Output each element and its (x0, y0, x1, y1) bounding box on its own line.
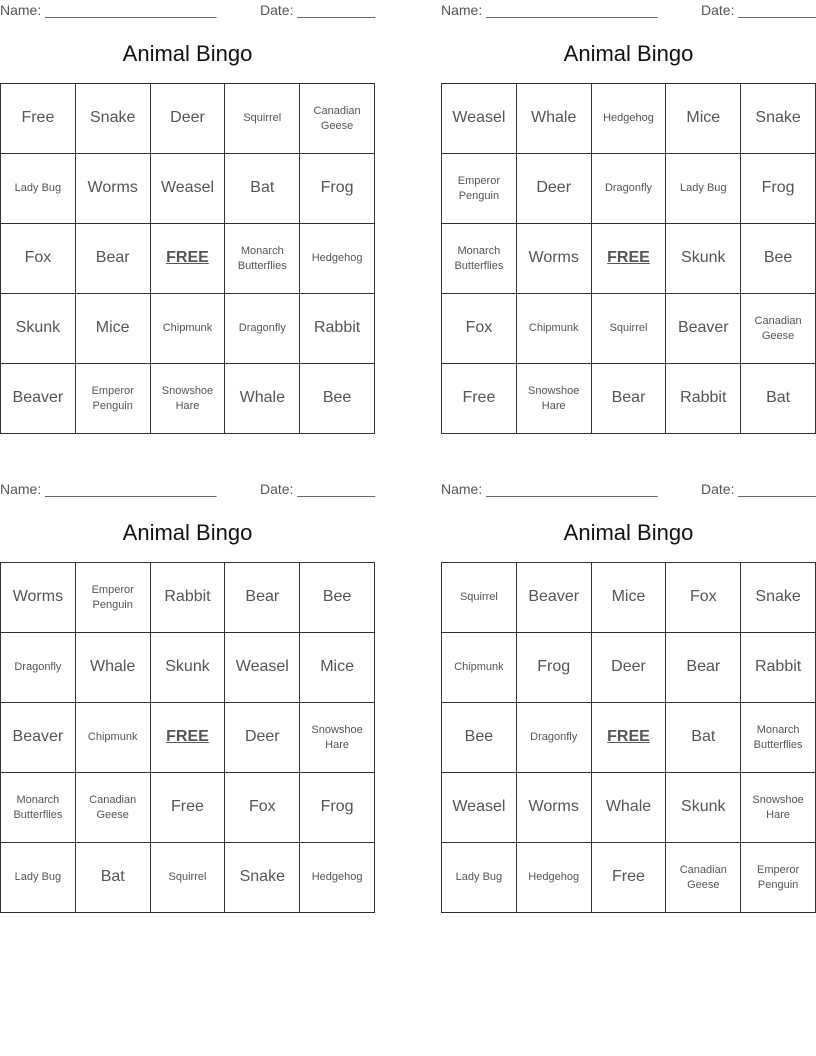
bingo-cell[interactable] (151, 773, 226, 843)
cell-label: Beaver (677, 319, 729, 337)
bingo-cell[interactable] (300, 224, 375, 294)
bingo-cell[interactable] (517, 154, 592, 224)
cell-label: Rabbit (164, 588, 211, 606)
bingo-cell[interactable] (592, 84, 667, 154)
free-space-cell[interactable] (592, 224, 667, 294)
card-title: Animal Bingo (122, 41, 253, 66)
bingo-cell[interactable] (741, 364, 816, 434)
cell-label: Squirrel (243, 112, 282, 125)
bingo-cell[interactable] (1, 773, 76, 843)
cell-label: Emperor Penguin (757, 864, 800, 891)
cell-label: Frog (320, 798, 354, 816)
bingo-cell[interactable] (1, 703, 76, 773)
cell-label: FREE (607, 249, 650, 267)
bingo-cell[interactable] (741, 633, 816, 703)
card-title: Animal Bingo (563, 520, 694, 545)
bingo-cell[interactable] (517, 364, 592, 434)
cell-label: Skunk (15, 319, 61, 337)
cell-label: Bee (763, 249, 793, 267)
bingo-cell[interactable] (1, 633, 76, 703)
cell-label: Monarch Butterflies (13, 794, 63, 821)
bingo-cell[interactable] (666, 364, 741, 434)
bingo-cell[interactable] (592, 154, 667, 224)
bingo-cell[interactable] (300, 633, 375, 703)
cell-label: Deer (244, 728, 280, 746)
bingo-cell[interactable] (517, 84, 592, 154)
cell-label: Chipmunk (528, 322, 579, 335)
cell-label: Canadian Geese (313, 105, 361, 132)
bingo-cell[interactable] (76, 563, 151, 633)
bingo-cell[interactable] (300, 84, 375, 154)
cell-label: Monarch Butterflies (237, 245, 287, 272)
cell-label: Bat (766, 389, 791, 407)
bingo-cell[interactable] (741, 703, 816, 773)
bingo-cell[interactable] (741, 154, 816, 224)
cell-label: Free (171, 798, 204, 816)
cell-label: Bear (95, 249, 130, 267)
bingo-cell[interactable] (76, 633, 151, 703)
bingo-cell[interactable] (76, 703, 151, 773)
bingo-cell[interactable] (442, 843, 517, 913)
bingo-cell[interactable] (592, 633, 667, 703)
cell-label: Snowshoe Hare (311, 724, 363, 751)
cell-label: Canadian Geese (754, 315, 802, 342)
cell-label: Emperor Penguin (457, 175, 500, 202)
name-field[interactable]: Name: ______________________ (0, 481, 217, 497)
bingo-cell[interactable] (592, 294, 667, 364)
bingo-cell[interactable] (741, 843, 816, 913)
bingo-cell[interactable] (517, 563, 592, 633)
cell-label: Weasel (452, 798, 506, 816)
bingo-cell[interactable] (592, 563, 667, 633)
bingo-cell[interactable] (442, 224, 517, 294)
card-header (0, 0, 375, 22)
bingo-cell[interactable] (741, 224, 816, 294)
bingo-grid (0, 83, 375, 434)
cell-label: Squirrel (459, 591, 498, 604)
cell-label: Beaver (528, 588, 580, 606)
bingo-cell[interactable] (1, 224, 76, 294)
card-title: Animal Bingo (563, 41, 694, 66)
bingo-cell[interactable] (442, 84, 517, 154)
bingo-cell[interactable] (592, 773, 667, 843)
cell-label: Snake (755, 109, 801, 127)
bingo-grid (441, 562, 816, 913)
bingo-cell[interactable] (517, 843, 592, 913)
cell-label: Weasel (452, 109, 506, 127)
bingo-cell[interactable] (442, 633, 517, 703)
free-space-cell[interactable] (151, 703, 226, 773)
cell-label: Free (462, 389, 496, 407)
name-field[interactable]: Name: ______________________ (441, 2, 658, 18)
bingo-cell[interactable] (666, 773, 741, 843)
cell-label: Worms (528, 249, 579, 267)
bingo-cell[interactable] (300, 703, 375, 773)
cell-label: Snake (90, 109, 136, 127)
bingo-cell[interactable] (76, 364, 151, 434)
cell-label: Bat (691, 728, 716, 746)
cell-label: Dragonfly (238, 322, 286, 335)
cell-label: Free (612, 868, 645, 886)
cell-label: Rabbit (680, 389, 727, 407)
bingo-cell[interactable] (1, 563, 76, 633)
cell-label: Fox (24, 249, 52, 267)
cell-label: Bee (322, 588, 352, 606)
cell-label: FREE (166, 728, 209, 746)
cell-label: Dragonfly (14, 661, 62, 674)
cell-label: Lady Bug (14, 182, 62, 195)
cell-label: Hedgehog (603, 112, 654, 125)
bingo-cell[interactable] (442, 563, 517, 633)
cell-label: Bat (100, 868, 125, 886)
bingo-cell[interactable] (741, 563, 816, 633)
bingo-cell[interactable] (666, 703, 741, 773)
cell-label: Fox (248, 798, 276, 816)
cell-label: Emperor Penguin (91, 584, 134, 611)
card-header (441, 479, 816, 501)
bingo-cell[interactable] (517, 224, 592, 294)
bingo-cell[interactable] (666, 563, 741, 633)
cell-label: Canadian Geese (89, 794, 137, 821)
cell-label: Bee (464, 728, 494, 746)
bingo-cell[interactable] (300, 773, 375, 843)
bingo-cell[interactable] (76, 773, 151, 843)
bingo-cell[interactable] (666, 633, 741, 703)
cell-label: Snowshoe Hare (752, 794, 804, 821)
cell-label: Lady Bug (680, 182, 727, 195)
cell-label: Dragonfly (604, 182, 653, 195)
cell-label: Bat (250, 179, 275, 197)
cell-label: Snake (239, 868, 285, 886)
bingo-cell[interactable] (225, 843, 300, 913)
bingo-cell[interactable] (442, 703, 517, 773)
bingo-cell[interactable] (151, 563, 226, 633)
date-field[interactable]: Date: __________ (260, 481, 376, 497)
cell-label: Skunk (681, 249, 726, 267)
bingo-cell[interactable] (592, 364, 667, 434)
bingo-cell[interactable] (151, 84, 226, 154)
cell-label: Hedgehog (311, 252, 363, 265)
cell-label: Frog (537, 658, 571, 676)
cell-label: Whale (239, 389, 285, 407)
cell-label: Deer (611, 658, 646, 676)
free-space-cell[interactable] (592, 703, 667, 773)
bingo-cell[interactable] (741, 773, 816, 843)
bingo-cell[interactable] (517, 773, 592, 843)
bingo-cell[interactable] (76, 294, 151, 364)
cell-label: Hedgehog (528, 871, 580, 884)
bingo-cell[interactable] (666, 154, 741, 224)
bingo-cell[interactable] (151, 294, 226, 364)
bingo-cell[interactable] (225, 563, 300, 633)
cell-label: Snowshoe Hare (161, 385, 214, 412)
bingo-cell[interactable] (300, 843, 375, 913)
cell-label: Chipmunk (162, 322, 213, 335)
cell-label: Bear (245, 588, 280, 606)
bingo-cell[interactable] (442, 154, 517, 224)
bingo-cell[interactable] (517, 294, 592, 364)
date-field[interactable]: Date: __________ (260, 2, 376, 18)
cell-label: Worms (528, 798, 579, 816)
cell-label: FREE (166, 249, 209, 267)
cell-label: Mice (686, 109, 721, 127)
bingo-grid (441, 83, 816, 434)
cell-label: Mice (320, 658, 354, 676)
cell-label: Worms (12, 588, 64, 606)
bingo-cell[interactable] (1, 364, 76, 434)
bingo-cell[interactable] (76, 154, 151, 224)
bingo-cell[interactable] (1, 294, 76, 364)
cell-label: Frog (320, 179, 354, 197)
cell-label: Whale (90, 658, 136, 676)
date-field[interactable]: Date: __________ (701, 481, 816, 497)
cell-label: Lady Bug (455, 871, 503, 884)
cell-label: Whale (605, 798, 652, 816)
cell-label: Weasel (235, 658, 289, 676)
bingo-cell[interactable] (225, 633, 300, 703)
cell-label: Beaver (12, 389, 64, 407)
cell-label: Squirrel (168, 871, 207, 884)
cell-label: Bear (611, 389, 646, 407)
cell-label: Canadian Geese (679, 864, 727, 891)
bingo-cell[interactable] (666, 294, 741, 364)
bingo-cell[interactable] (517, 633, 592, 703)
bingo-cell[interactable] (741, 84, 816, 154)
bingo-cell[interactable] (666, 224, 741, 294)
cell-label: Monarch Butterflies (454, 245, 504, 272)
cell-label: Dragonfly (530, 731, 578, 744)
name-field[interactable]: Name: ______________________ (0, 2, 217, 18)
cell-label: Mice (611, 588, 646, 606)
bingo-cell[interactable] (225, 294, 300, 364)
cell-label: Monarch Butterflies (753, 724, 803, 751)
bingo-cell[interactable] (442, 773, 517, 843)
bingo-cell[interactable] (666, 843, 741, 913)
bingo-cell[interactable] (76, 843, 151, 913)
cell-label: Chipmunk (454, 661, 504, 674)
cell-label: Weasel (160, 179, 215, 197)
cell-label: Worms (87, 179, 138, 197)
bingo-cell[interactable] (1, 843, 76, 913)
bingo-cell[interactable] (1, 84, 76, 154)
bingo-card (441, 0, 816, 435)
card-title: Animal Bingo (122, 520, 253, 545)
date-field[interactable]: Date: __________ (701, 2, 816, 18)
cell-label: Skunk (165, 658, 210, 676)
bingo-cell[interactable] (300, 563, 375, 633)
cell-label: Rabbit (754, 658, 802, 676)
cell-label: Chipmunk (87, 731, 138, 744)
bingo-cell[interactable] (225, 773, 300, 843)
cell-label: Lady Bug (14, 871, 62, 884)
bingo-cell[interactable] (225, 154, 300, 224)
bingo-card (0, 0, 375, 435)
bingo-cell[interactable] (300, 364, 375, 434)
bingo-card (0, 479, 375, 914)
bingo-cell[interactable] (225, 364, 300, 434)
cell-label: FREE (607, 728, 650, 746)
cell-label: Fox (689, 588, 717, 606)
cell-label: Skunk (681, 798, 726, 816)
bingo-cell[interactable] (300, 294, 375, 364)
cell-label: Emperor Penguin (91, 385, 134, 412)
bingo-cell[interactable] (300, 154, 375, 224)
bingo-cell[interactable] (592, 843, 667, 913)
cell-label: Bear (686, 658, 721, 676)
cell-label: Deer (170, 109, 205, 127)
bingo-cell[interactable] (666, 84, 741, 154)
cell-label: Mice (95, 319, 130, 337)
bingo-cell[interactable] (225, 703, 300, 773)
cell-label: Frog (761, 179, 795, 197)
bingo-cell[interactable] (1, 154, 76, 224)
bingo-cell[interactable] (76, 84, 151, 154)
cell-label: Free (21, 109, 55, 127)
cell-label: Snowshoe Hare (528, 385, 580, 412)
card-header (0, 479, 375, 501)
cell-label: Beaver (12, 728, 64, 746)
name-field[interactable]: Name: ______________________ (441, 481, 658, 497)
cell-label: Squirrel (609, 322, 648, 335)
bingo-cell[interactable] (151, 843, 226, 913)
bingo-cell[interactable] (76, 224, 151, 294)
bingo-cell[interactable] (442, 364, 517, 434)
cell-label: Hedgehog (311, 871, 363, 884)
free-space-cell[interactable] (151, 224, 226, 294)
bingo-cell[interactable] (151, 154, 226, 224)
cell-label: Bee (322, 389, 352, 407)
card-header (441, 0, 816, 22)
cell-label: Rabbit (313, 319, 361, 337)
cell-label: Fox (465, 319, 493, 337)
bingo-cell[interactable] (151, 364, 226, 434)
bingo-cell[interactable] (442, 294, 517, 364)
cell-label: Deer (536, 179, 572, 197)
bingo-cell[interactable] (741, 294, 816, 364)
bingo-cell[interactable] (151, 633, 226, 703)
bingo-cell[interactable] (225, 84, 300, 154)
bingo-grid (0, 562, 375, 913)
bingo-cell[interactable] (517, 703, 592, 773)
bingo-cell[interactable] (225, 224, 300, 294)
cell-label: Snake (755, 588, 801, 606)
cell-label: Whale (531, 109, 577, 127)
bingo-card (441, 479, 816, 914)
